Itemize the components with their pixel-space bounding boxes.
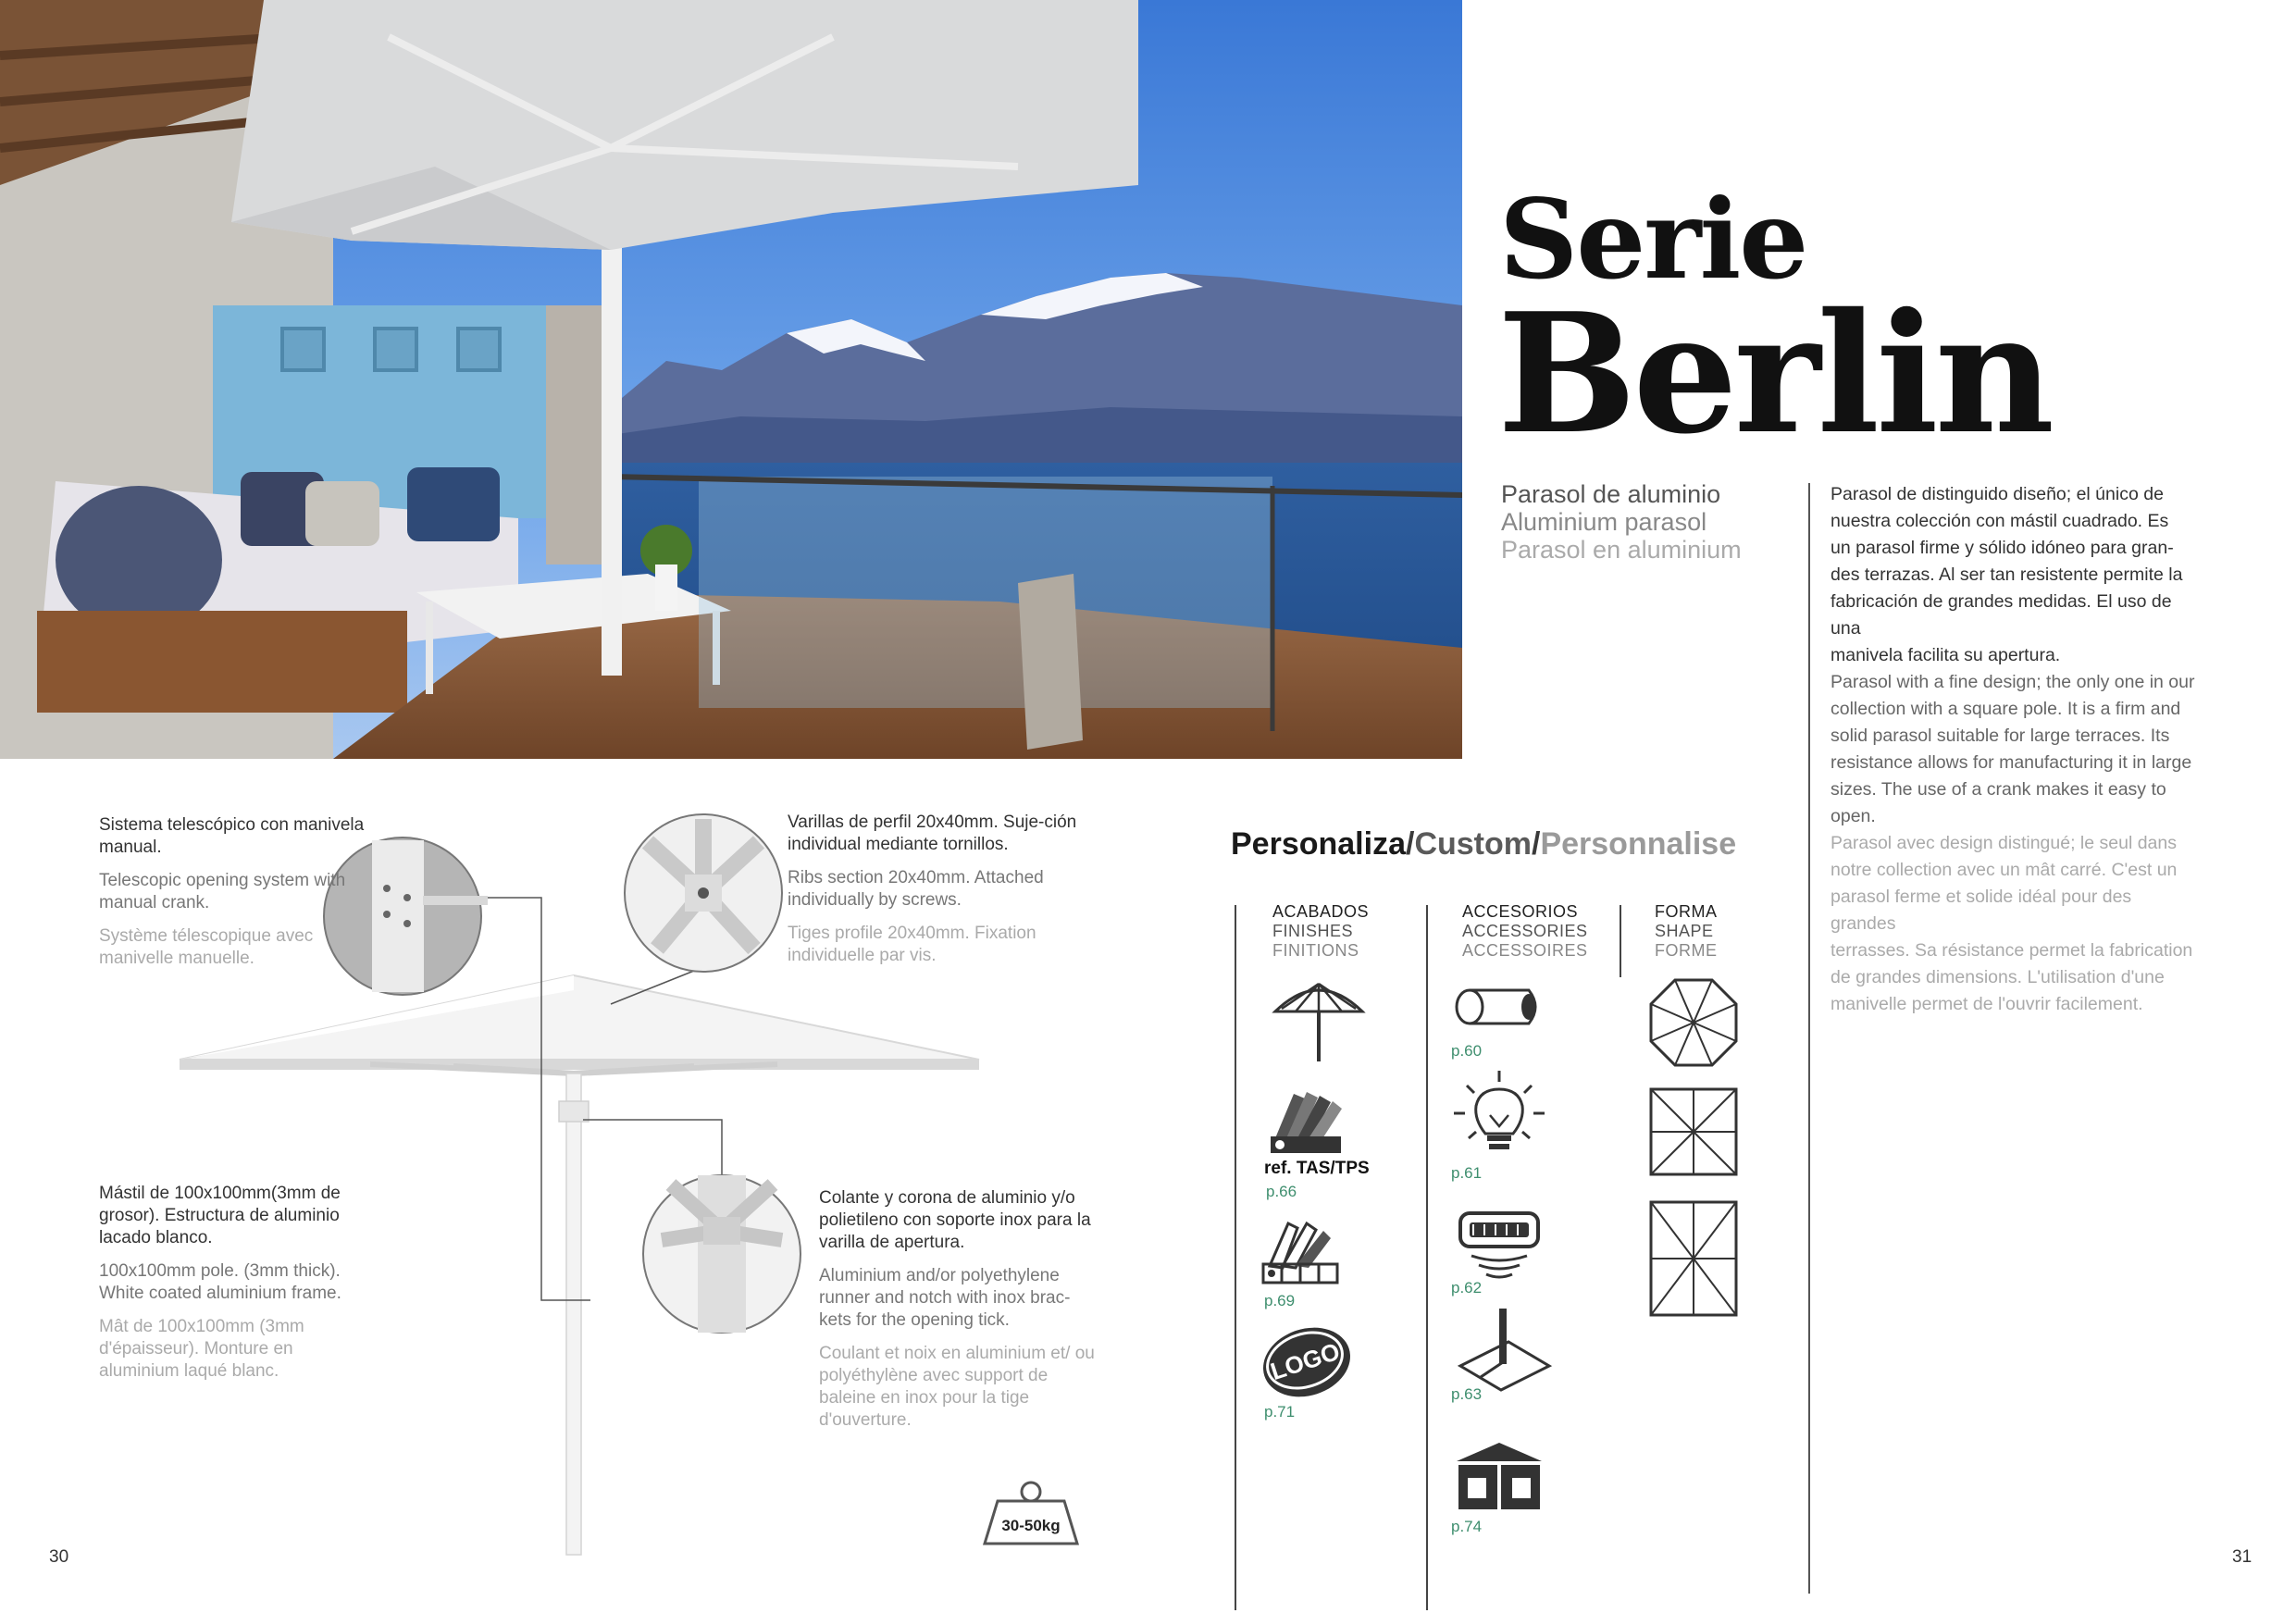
description-line: resistance allows for manufacturing it in large	[1831, 752, 2192, 773]
finishes-column-header	[1272, 902, 1369, 961]
header-en: SHAPE	[1655, 922, 1714, 940]
description-line: Parasol de distinguido diseño; el único de	[1831, 484, 2164, 504]
hero-photo	[0, 0, 1462, 759]
description-line: terrasses. Sa résistance permet la fabrication	[1831, 940, 2193, 961]
description-line: notre collection avec un mât carré. C'est un	[1831, 860, 2178, 880]
page-number-right: 31	[2232, 1547, 2253, 1567]
description-fr	[1831, 830, 2201, 1018]
header-fr: FORME	[1655, 941, 1718, 960]
color-palette-icon	[1259, 1212, 1342, 1286]
feature-text-fr: Mât de 100x100mm (3mm d'épaisseur). Monture en aluminium laqué blanc.	[99, 1317, 304, 1381]
customize-heading-en: Custom	[1414, 826, 1532, 862]
square-shape-icon	[1647, 1086, 1740, 1178]
description-line: nuestra colección con mástil cuadrado. Es	[1831, 511, 2169, 531]
page-reference[interactable]: p.69	[1264, 1292, 1296, 1309]
header-en: FINISHES	[1272, 922, 1354, 940]
logo-print-icon	[1259, 1323, 1356, 1402]
description-line: Parasol avec design distingué; le seul dans	[1831, 833, 2177, 853]
header-es: ACABADOS	[1272, 902, 1370, 921]
base-plate-icon	[1453, 1305, 1555, 1393]
feature-text-es: Colante y corona de aluminio y/o polietileno con soporte inox para la varilla de apertura.	[819, 1188, 1091, 1252]
parasol-fabric-icon	[1268, 976, 1370, 1064]
subtitle-en: Aluminium parasol	[1501, 508, 1707, 536]
subtitle-es: Parasol de aluminio	[1501, 480, 1721, 508]
page-reference[interactable]: p.74	[1451, 1518, 1483, 1535]
page-reference[interactable]: p.62	[1451, 1279, 1483, 1297]
column-divider	[1235, 905, 1236, 1610]
description-en	[1831, 669, 2201, 830]
header-fr: FINITIONS	[1272, 941, 1359, 960]
feature-ribs	[788, 812, 1084, 967]
description-line: fabricación de grandes medidas. El uso de una	[1831, 591, 2172, 639]
feature-text-en: Aluminium and/or polyethylene runner and notch with inox brac-kets for the opening tick.	[819, 1266, 1071, 1330]
customize-heading-fr: Personnalise	[1540, 826, 1737, 862]
fabric-swatches-icon	[1266, 1083, 1349, 1157]
feature-text-en: 100x100mm pole. (3mm thick). White coated aluminium frame.	[99, 1261, 341, 1303]
header-es: FORMA	[1655, 902, 1718, 921]
description-line: des terrazas. Al ser tan resistente permite la	[1831, 565, 2183, 585]
weight-label: 30-50kg	[1001, 1517, 1061, 1534]
page-reference[interactable]: p.71	[1264, 1403, 1296, 1421]
feature-text-fr: Système télescopique avec manivelle manuelle.	[99, 926, 314, 968]
feature-telescopic	[99, 814, 377, 970]
octagonal-shape-icon	[1647, 976, 1740, 1069]
rectangular-shape-icon	[1647, 1198, 1740, 1319]
column-divider	[1426, 905, 1428, 1610]
subtitle-fr: Parasol en aluminium	[1501, 536, 1742, 564]
description-line: Parasol with a fine design; the only one in our	[1831, 672, 2195, 692]
heading-separator: /	[1532, 826, 1541, 862]
logo-text: LOGO	[1267, 1336, 1344, 1386]
feature-text-es: Varillas de perfil 20x40mm. Suje-ción individual mediante tornillos.	[788, 813, 1077, 854]
description-line: un parasol firme y sólido idóneo para gran-	[1831, 538, 2174, 558]
side-curtains-icon	[1453, 1439, 1545, 1513]
page-number-left: 30	[49, 1547, 69, 1567]
page-reference[interactable]: p.60	[1451, 1042, 1483, 1060]
protective-cover-icon	[1453, 981, 1545, 1036]
description-line: collection with a square pole. It is a firm and	[1831, 699, 2181, 719]
column-divider	[1620, 905, 1621, 977]
weight-icon	[985, 1483, 1077, 1544]
fabric-reference: ref. TAS/TPS	[1264, 1159, 1370, 1178]
description-line: sizes. The use of a crank makes it easy to open.	[1831, 779, 2166, 826]
title-serie: Serie	[1499, 175, 1807, 304]
page-reference[interactable]: p.63	[1451, 1385, 1483, 1403]
description-line: manivelle permet de l'ouvrir facilement.	[1831, 994, 2143, 1014]
description-line: parasol ferme et solide idéal pour des grandes	[1831, 887, 2132, 934]
led-light-icon	[1448, 1069, 1550, 1161]
heading-separator: /	[1405, 826, 1415, 862]
feature-runner	[819, 1187, 1097, 1432]
page-reference[interactable]: p.61	[1451, 1164, 1483, 1182]
accessories-column-header	[1462, 902, 1588, 961]
title-berlin: Berlin	[1497, 277, 2052, 470]
description-line: manivela facilita su apertura.	[1831, 645, 2061, 665]
description-divider	[1808, 483, 1810, 1594]
heater-icon	[1453, 1208, 1545, 1282]
feature-text-es: Mástil de 100x100mm(3mm de grosor). Estructura de aluminio lacado blanco.	[99, 1184, 341, 1247]
feature-text-en: Telescopic opening system with manual crank.	[99, 871, 346, 912]
header-en: ACCESSORIES	[1462, 922, 1588, 940]
customize-heading-es: Personaliza	[1231, 826, 1406, 862]
feature-pole	[99, 1183, 377, 1383]
feature-text-es: Sistema telescópico con manivela manual.	[99, 815, 365, 857]
feature-text-en: Ribs section 20x40mm. Attached individually by screws.	[788, 868, 1044, 910]
description-es	[1831, 481, 2201, 669]
feature-text-fr: Coulant et noix en aluminium et/ ou polyéthylène avec support de baleine en inox pour la tige d'ouverture.	[819, 1344, 1095, 1430]
header-es: ACCESORIOS	[1462, 902, 1579, 921]
shape-column-header	[1655, 902, 1718, 961]
customize-heading	[1231, 826, 1736, 862]
feature-text-fr: Tiges profile 20x40mm. Fixation individuelle par vis.	[788, 924, 1036, 965]
description-line: de grandes dimensions. L'utilisation d'une	[1831, 967, 2165, 987]
header-fr: ACCESSOIRES	[1462, 941, 1588, 960]
page-reference[interactable]: p.66	[1266, 1183, 1297, 1200]
description-line: solid parasol suitable for large terraces. Its	[1831, 726, 2170, 746]
